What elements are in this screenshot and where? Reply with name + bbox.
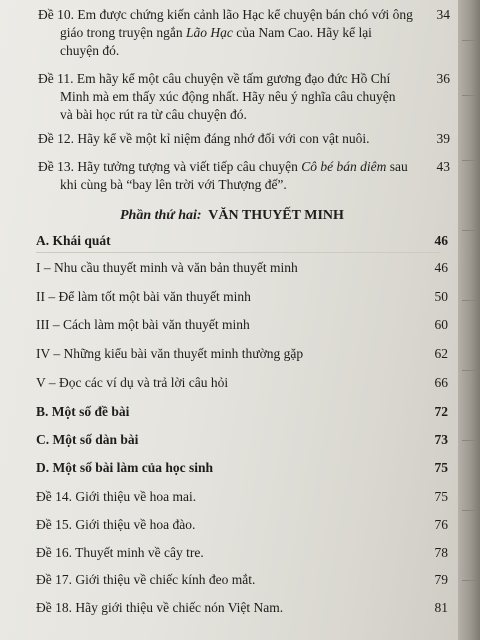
part-prefix: Phần thứ hai: bbox=[120, 208, 202, 223]
page-number: 46 bbox=[434, 233, 448, 248]
divider bbox=[36, 252, 440, 253]
page-number: 75 bbox=[434, 460, 448, 475]
page-number: 39 bbox=[436, 131, 450, 146]
entry-text: sau bbox=[386, 159, 408, 174]
entry-line: Đề 10. Em được chứng kiến cảnh lão Hạc kể chuyện bán chó với ông bbox=[38, 7, 413, 22]
entry-line: Đề 11. Em hãy kể một câu chuyện về tấm gương đạo đức Hồ Chí bbox=[38, 71, 391, 86]
page-number: 76 bbox=[434, 517, 448, 532]
toc-entry-de-13 bbox=[38, 158, 450, 194]
page-number: 50 bbox=[434, 289, 448, 304]
page-number: 81 bbox=[434, 600, 448, 615]
entry-line: Minh mà em thấy xúc động nhất. Hãy nêu ý nghĩa câu chuyện bbox=[60, 89, 396, 104]
entry-title-italic: Lão Hạc bbox=[185, 25, 233, 40]
toc-entry-de-10 bbox=[38, 6, 450, 60]
entry-line bbox=[38, 158, 430, 176]
row-label: D. Một số bài làm của học sinh bbox=[36, 460, 214, 475]
row-label: III – Cách làm một bài văn thuyết minh bbox=[36, 317, 250, 332]
entry-line bbox=[38, 24, 430, 42]
page-number: 79 bbox=[434, 572, 448, 587]
row-label: Đề 18. Hãy giới thiệu về chiếc nón Việt Nam. bbox=[36, 600, 284, 615]
row-label: V – Đọc các ví dụ và trả lời câu hỏi bbox=[36, 375, 229, 390]
page-number: 72 bbox=[434, 404, 448, 419]
page-stack-edge bbox=[458, 0, 480, 640]
row-label: A. Khái quát bbox=[36, 233, 111, 248]
page-number: 46 bbox=[434, 260, 448, 275]
page-number: 78 bbox=[434, 545, 448, 560]
page-number: 36 bbox=[436, 71, 450, 86]
entry-line: và bài học rút ra từ câu chuyện đó. bbox=[60, 107, 247, 122]
toc-entry-de-12 bbox=[38, 130, 450, 148]
entry-text: Đề 13. Hãy tưởng tượng và viết tiếp câu chuyện bbox=[38, 159, 302, 174]
row-label: I – Nhu cầu thuyết minh và văn bản thuyết minh bbox=[36, 260, 298, 275]
page-number: 43 bbox=[436, 159, 450, 174]
toc-entry-de-11 bbox=[38, 70, 450, 124]
entry-line: Đề 12. Hãy kể về một kỉ niệm đáng nhớ đối với con vật nuôi. bbox=[38, 131, 370, 146]
row-label: C. Một số dàn bài bbox=[36, 432, 139, 447]
page-number: 66 bbox=[434, 375, 448, 390]
entry-text: giáo trong truyện ngắn bbox=[60, 25, 186, 40]
entry-line: khi cùng bà “bay lên trời với Thượng đế”. bbox=[60, 177, 287, 192]
part-title: VĂN THUYẾT MINH bbox=[208, 208, 344, 223]
row-label: II – Để làm tốt một bài văn thuyết minh bbox=[36, 289, 251, 304]
page-number: 34 bbox=[436, 7, 450, 22]
entry-title-italic: Cô bé bán diêm bbox=[301, 159, 387, 174]
entry-text: của Nam Cao. Hãy kể lại bbox=[232, 25, 372, 40]
row-label: Đề 14. Giới thiệu về hoa mai. bbox=[36, 489, 197, 504]
entry-line: chuyện đó. bbox=[60, 43, 120, 58]
page-number: 75 bbox=[434, 489, 448, 504]
row-label: IV – Những kiểu bài văn thuyết minh thường gặp bbox=[36, 346, 304, 361]
row-label: B. Một số đề bài bbox=[36, 404, 130, 419]
row-label: Đề 15. Giới thiệu về hoa đào. bbox=[36, 517, 196, 532]
row-label: Đề 16. Thuyết minh về cây tre. bbox=[36, 545, 204, 560]
part-heading bbox=[120, 208, 344, 224]
row-label: Đề 17. Giới thiệu về chiếc kính đeo mắt. bbox=[36, 572, 256, 587]
page-number: 62 bbox=[434, 346, 448, 361]
page-number: 60 bbox=[434, 317, 448, 332]
page-number: 73 bbox=[434, 432, 448, 447]
